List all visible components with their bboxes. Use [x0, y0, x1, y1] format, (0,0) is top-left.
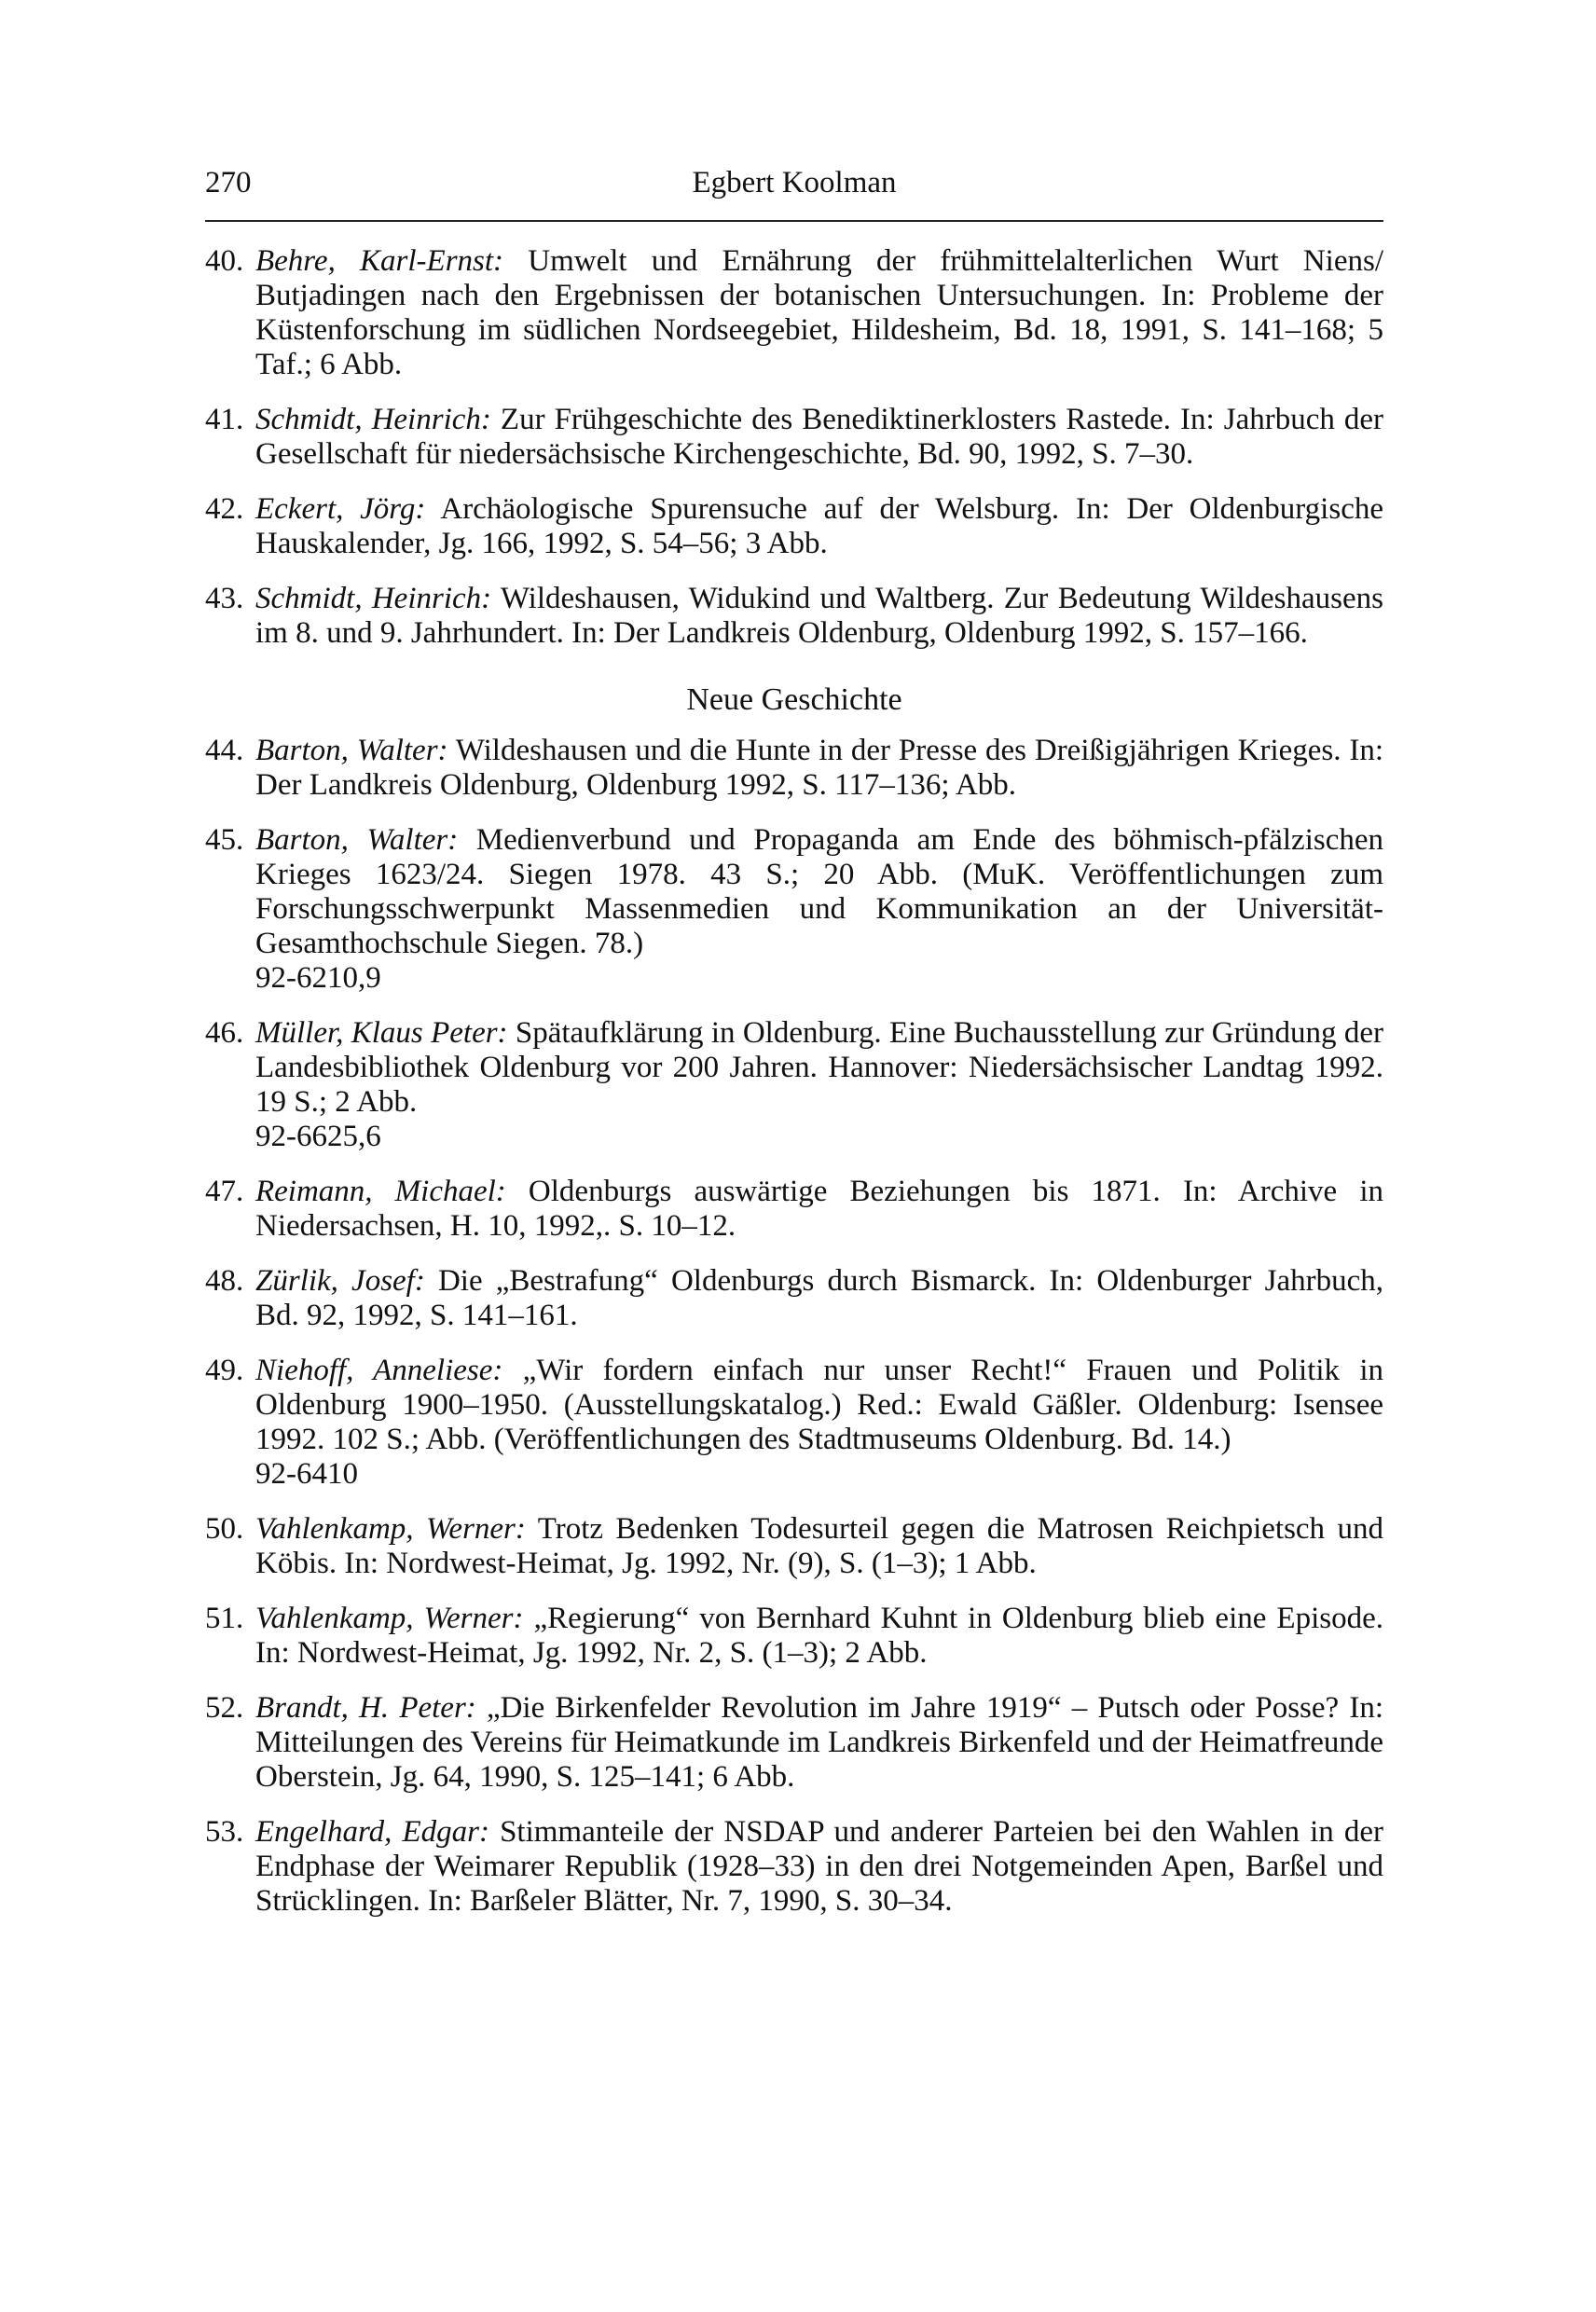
bibliography-entry [205, 403, 1383, 472]
entry-number: 43. [205, 582, 244, 615]
entry-text: Umwelt und Ernährung der frühmittelalterlichen Wurt Niens/ Butjadingen nach den Ergebnissen der botanischen Untersuchungen. In: Probleme der Küstenforschung im südlichen Nordseegebiet, Hildesheim, Bd. 18, 1991, S. 141–168; 5 Taf.; 6 Abb. [255, 244, 1383, 381]
entry-number: 51. [205, 1602, 244, 1635]
entry-text: Oldenburgs auswärtige Beziehungen bis 1871. In: Archive in Niedersachsen, H. 10, 1992,. S. 10–12. [255, 1175, 1383, 1243]
bibliography-entry [205, 1175, 1383, 1244]
entry-number: 48. [205, 1264, 244, 1298]
entry-text: „Regierung“ von Bernhard Kuhnt in Oldenburg blieb eine Episode. In: Nordwest-Heimat, Jg. 1992, Nr. 2, S. (1–3); 2 Abb. [255, 1602, 1383, 1670]
entry-number: 44. [205, 734, 244, 767]
entry-author: Vahlenkamp, Werner: [255, 1512, 526, 1546]
entry-number: 49. [205, 1354, 244, 1387]
entry-text: Spätaufklärung in Oldenburg. Eine Buchausstellung zur Gründung der Landesbibliothek Oldenburg vor 200 Jahren. Hannover: Niedersächsischer Landtag 1992. 19 S.; 2 Abb. [255, 1016, 1383, 1119]
entry-number: 50. [205, 1512, 244, 1546]
entry-text: Trotz Bedenken Todesurteil gegen die Matrosen Reichpietsch und Köbis. In: Nordwest-Heimat, Jg. 1992, Nr. (9), S. (1–3); 1 Abb. [255, 1512, 1383, 1580]
entry-text: Archäologische Spurensuche auf der Welsburg. In: Der Oldenburgische Hauskalender, Jg. 166, 1992, S. 54–56; 3 Abb. [255, 492, 1383, 560]
bibliography-entry [205, 1512, 1383, 1581]
entry-author: Eckert, Jörg: [255, 492, 426, 526]
entry-number: 42. [205, 492, 244, 526]
entry-number: 46. [205, 1016, 244, 1050]
entry-number: 52. [205, 1691, 244, 1725]
bibliography-entry [205, 1264, 1383, 1333]
bibliography-entry [205, 492, 1383, 561]
entry-number: 45. [205, 823, 244, 857]
bibliography-entry [205, 1691, 1383, 1795]
entry-author: Schmidt, Heinrich: [255, 582, 492, 615]
bibliography-entry [205, 1815, 1383, 1919]
entry-number: 41. [205, 403, 244, 436]
entry-signature: 92-6210,9 [255, 961, 381, 995]
entry-author: Müller, Klaus Peter: [255, 1016, 508, 1050]
bibliography-entry [205, 734, 1383, 803]
page-header [205, 166, 1383, 213]
entry-text: Wildeshausen, Widukind und Waltberg. Zur Bedeutung Wildeshausens im 8. und 9. Jahrhundert. In: Der Landkreis Oldenburg, Oldenburg 1992, S. 157–166. [255, 582, 1383, 650]
section-heading: Neue Geschichte [686, 682, 902, 717]
entry-author: Brandt, H. Peter: [255, 1691, 476, 1725]
bibliography-entry [205, 823, 1383, 996]
bibliography-entry [205, 582, 1383, 651]
bibliography-entry [205, 1354, 1383, 1492]
entry-author: Barton, Walter: [255, 734, 448, 767]
entry-author: Schmidt, Heinrich: [255, 403, 491, 436]
entry-author: Engelhard, Edgar: [255, 1815, 489, 1849]
entry-author: Zürlik, Josef: [255, 1264, 425, 1298]
entry-number: 53. [205, 1815, 244, 1849]
bibliography-entry [205, 1602, 1383, 1671]
bibliography-entry [205, 244, 1383, 382]
bibliography-entry [205, 1016, 1383, 1154]
entry-author: Niehoff, Anneliese: [255, 1354, 503, 1387]
entry-author: Reimann, Michael: [255, 1175, 506, 1208]
bibliography-list [205, 244, 1383, 1939]
entry-author: Barton, Walter: [255, 823, 459, 857]
entry-signature: 92-6410 [255, 1457, 358, 1491]
entry-number: 47. [205, 1175, 244, 1208]
entry-text: Wildeshausen und die Hunte in der Presse des Dreißigjährigen Krieges. In: Der Landkreis Oldenburg, Oldenburg 1992, S. 117–136; Abb. [255, 734, 1383, 802]
header-rule [205, 220, 1383, 222]
entry-text: Die „Bestrafung“ Oldenburgs durch Bismarck. In: Oldenburger Jahrbuch, Bd. 92, 1992, S. 141–161. [255, 1264, 1383, 1332]
entry-text: „Wir fordern einfach nur unser Recht!“ Frauen und Politik in Oldenburg 1900–1950. (Ausstellungskatalog.) Red.: Ewald Gäßler. Oldenburg: Isensee 1992. 102 S.; Abb. (Veröffentlichungen des Stadtmuseums Oldenburg. Bd. 14.) [255, 1354, 1383, 1456]
entry-text: „Die Birkenfelder Revolution im Jahre 1919“ – Putsch oder Posse? In: Mitteilungen des Vereins für Heimatkunde im Landkreis Birkenfeld und der Heimatfreunde Oberstein, Jg. 64, 1990, S. 125–141; 6 Abb. [255, 1691, 1383, 1794]
page-number: 270 [205, 166, 252, 200]
entry-text: Zur Frühgeschichte des Benediktinerklosters Rastede. In: Jahrbuch der Gesellschaft für niedersächsische Kirchengeschichte, Bd. 90, 1992, S. 7–30. [255, 403, 1384, 471]
entry-author: Vahlenkamp, Werner: [255, 1602, 524, 1635]
entry-signature: 92-6625,6 [255, 1120, 381, 1153]
entry-number: 40. [205, 244, 244, 278]
running-head: Egbert Koolman [692, 166, 897, 200]
entry-text: Medienverbund und Propaganda am Ende des böhmisch-pfälzischen Krieges 1623/24. Siegen 1978. 43 S.; 20 Abb. (MuK. Veröffentlichungen zum Forschungsschwerpunkt Massenmedien und Kommunikation an der Universität-Gesamthochschule Siegen. 78.) [255, 823, 1383, 960]
entry-author: Behre, Karl-Ernst: [255, 244, 504, 278]
entry-text: Stimmanteile der NSDAP und anderer Parteien bei den Wahlen in der Endphase der Weimarer Republik (1928–33) in den drei Notgemeinden Apen, Barßel und Strücklingen. In: Barßeler Blätter, Nr. 7, 1990, S. 30–34. [255, 1815, 1383, 1918]
